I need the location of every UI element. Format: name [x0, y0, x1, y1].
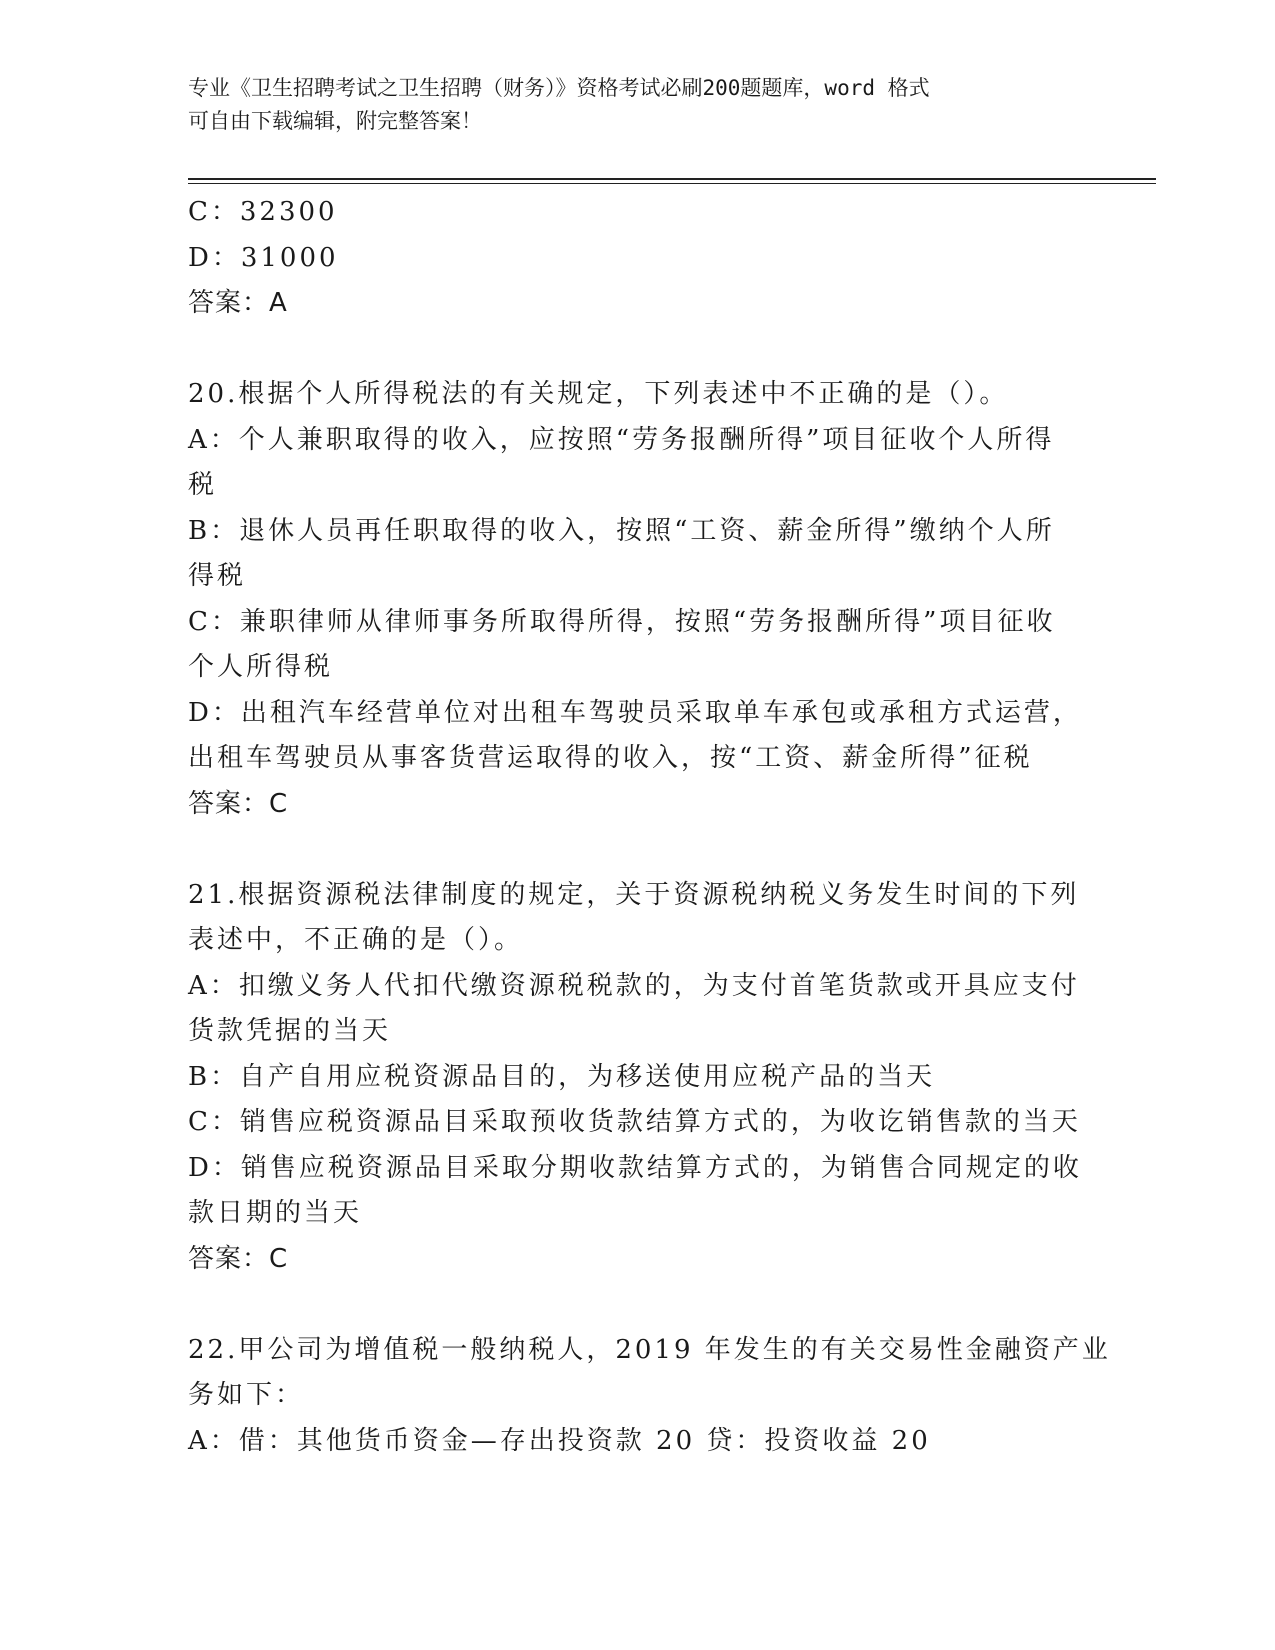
- document-header: [188, 72, 1068, 138]
- answer-line: 答案：A: [188, 288, 288, 318]
- option-a: A：个人兼职取得的收入，应按照“劳务报酬所得”项目征收个人所得: [188, 424, 1055, 455]
- spacer: [188, 827, 1088, 873]
- question-stem: 22.甲公司为增值税一般纳税人，2019 年发生的有关交易性金融资产业: [188, 1334, 1111, 1365]
- header-line-1: 专业《卫生招聘考试之卫生招聘（财务）》资格考试必刷200题题库，word 格式: [188, 76, 930, 100]
- answer-line: 答案：C: [188, 1243, 289, 1274]
- question-19-tail: [188, 190, 1088, 327]
- header-divider-thin: [188, 183, 1156, 184]
- option-c: C：32300: [188, 197, 338, 227]
- question-stem-cont: 表述中，不正确的是（）。: [188, 925, 524, 955]
- option-b: B：退休人员再任职取得的收入，按照“工资、薪金所得”缴纳个人所: [188, 515, 1055, 546]
- option-b: B：自产自用应税资源品目的，为移送使用应税产品的当天: [188, 1061, 936, 1092]
- option-c: C：销售应税资源品目采取预收货款结算方式的，为收讫销售款的当天: [188, 1107, 1081, 1137]
- option-d: D：销售应税资源品目采取分期收款结算方式的，为销售合同规定的收: [188, 1152, 1082, 1183]
- option-c-cont: 个人所得税: [188, 652, 334, 682]
- question-22: [188, 1328, 1111, 1465]
- header-divider-thick: [188, 178, 1156, 180]
- question-20: [188, 372, 1088, 827]
- option-b-cont: 得税: [188, 561, 247, 591]
- option-a: A：借：其他货币资金—存出投资款 20 贷：投资收益 20: [188, 1425, 931, 1456]
- option-a: A：扣缴义务人代扣代缴资源税税款的，为支付首笔货款或开具应支付: [188, 970, 1080, 1001]
- question-content: [188, 190, 1111, 1464]
- header-line-2: 可自由下载编辑，附完整答案！: [188, 109, 482, 133]
- spacer: [188, 1282, 1088, 1328]
- option-a-cont: 货款凭据的当天: [188, 1016, 392, 1046]
- option-a-cont: 税: [188, 470, 218, 500]
- answer-line: 答案：C: [188, 788, 289, 819]
- spacer: [188, 327, 1088, 373]
- question-stem-cont: 务如下：: [188, 1380, 305, 1410]
- option-d-cont: 出租车驾驶员从事客货营运取得的收入，按“工资、薪金所得”征税: [188, 743, 1033, 773]
- question-stem: 21.根据资源税法律制度的规定，关于资源税纳税义务发生时间的下列: [188, 879, 1080, 910]
- question-stem: 20.根据个人所得税法的有关规定，下列表述中不正确的是（）。: [188, 379, 1009, 409]
- option-d-cont: 款日期的当天: [188, 1198, 363, 1228]
- option-d: D：31000: [188, 242, 339, 273]
- option-d: D：出租汽车经营单位对出租车驾驶员采取单车承包或承租方式运营，: [188, 697, 1082, 728]
- option-c: C：兼职律师从律师事务所取得所得，按照“劳务报酬所得”项目征收: [188, 606, 1056, 637]
- question-21: [188, 873, 1088, 1283]
